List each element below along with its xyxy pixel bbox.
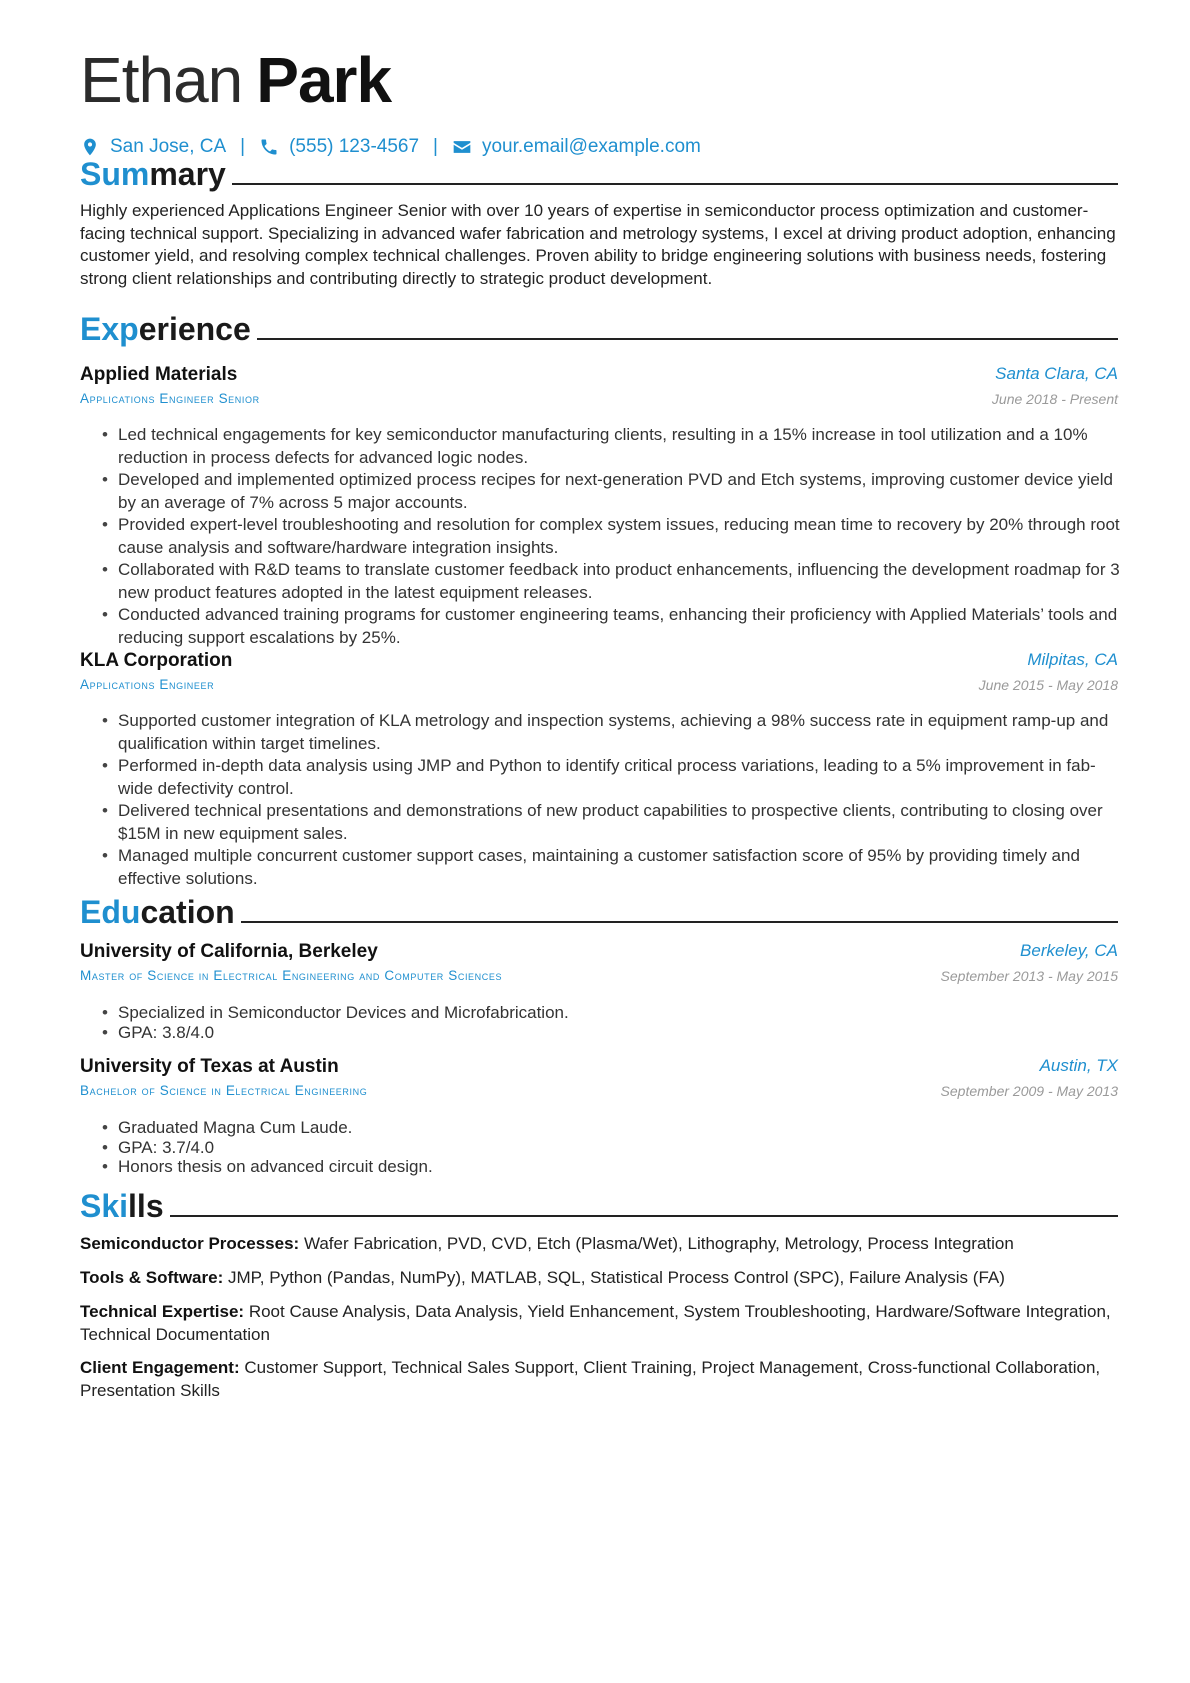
bullet-item: • Developed and implemented optimized process recipes for next-generation PVD and Etch systems, improving customer device yield by an average of 7% across 5 major accounts.	[80, 469, 1120, 514]
section-rule	[232, 183, 1118, 185]
education-dates: September 2009 - May 2013	[940, 1083, 1118, 1099]
skill-row	[80, 1267, 1120, 1290]
education-bullets	[80, 1118, 1120, 1177]
section-rule	[241, 921, 1118, 923]
experience-heading-rest: erience	[138, 311, 251, 347]
bullet-item: • GPA: 3.7/4.0	[80, 1138, 1120, 1158]
skill-label: Client Engagement:	[80, 1358, 240, 1377]
skill-value: JMP, Python (Pandas, NumPy), MATLAB, SQL, Statistical Process Control (SPC), Failure Analysis (FA)	[227, 1268, 1005, 1287]
degree-title: Bachelor of Science in Electrical Engineering	[80, 1083, 368, 1098]
bullet-item: • Performed in-depth data analysis using JMP and Python to identify critical process variations, leading to a 5% improvement in fab-wide defectivity control.	[80, 755, 1120, 800]
skills-heading	[80, 1186, 1118, 1226]
education-bullets	[80, 1003, 1120, 1042]
school-name: University of Texas at Austin	[80, 1056, 339, 1077]
contact-separator: |	[240, 136, 246, 157]
bullet-item: • Managed multiple concurrent customer support cases, maintaining a customer satisfaction score of 95% by providing timely and effective solutions.	[80, 845, 1120, 890]
job-location: Milpitas, CA	[1027, 650, 1118, 669]
school-location: Austin, TX	[1039, 1056, 1118, 1075]
experience-heading-highlight: Exp	[80, 311, 139, 347]
skills-heading-rest: lls	[128, 1188, 164, 1224]
skill-row	[80, 1357, 1120, 1402]
skill-row	[80, 1233, 1120, 1256]
location-text: San Jose, CA	[110, 136, 227, 157]
email-link[interactable]: your.email@example.com	[481, 136, 701, 157]
job-location: Santa Clara, CA	[995, 364, 1118, 383]
degree-title: Master of Science in Electrical Engineering and Computer Sciences	[80, 968, 503, 983]
education-dates: September 2013 - May 2015	[940, 968, 1118, 984]
experience-heading	[80, 309, 1118, 349]
first-name: Ethan	[80, 44, 243, 116]
job-dates: June 2018 - Present	[991, 391, 1118, 407]
section-rule	[257, 338, 1118, 340]
skills-heading-highlight: Ski	[80, 1188, 129, 1224]
job-dates: June 2015 - May 2018	[978, 677, 1118, 693]
skill-label: Tools & Software:	[80, 1268, 224, 1287]
job-entry-header	[80, 364, 1118, 410]
bullet-item: • Led technical engagements for key semiconductor manufacturing clients, resulting in a 15% increase in tool utilization and a 10% reduction in process defects for advanced logic nodes.	[80, 424, 1120, 469]
job-bullets	[80, 424, 1120, 649]
job-title: Applications Engineer Senior	[80, 391, 260, 406]
job-bullets	[80, 710, 1120, 890]
bullet-item: • Provided expert-level troubleshooting and resolution for complex system issues, reducing mean time to recovery by 20% through root cause analysis and software/hardware integration insights.	[80, 514, 1120, 559]
company-name: Applied Materials	[80, 364, 238, 385]
skill-row	[80, 1301, 1120, 1346]
contact-separator: |	[433, 136, 438, 157]
bullet-item: • GPA: 3.8/4.0	[80, 1023, 1120, 1043]
summary-heading-rest: mary	[149, 156, 226, 192]
candidate-name	[80, 40, 391, 120]
summary-heading-highlight: Sum	[80, 156, 150, 192]
bullet-item: • Delivered technical presentations and demonstrations of new product capabilities to prospective clients, contributing to closing over $15M in new equipment sales.	[80, 800, 1120, 845]
school-name: University of California, Berkeley	[80, 941, 378, 962]
bullet-item: • Conducted advanced training programs for customer engineering teams, enhancing their proficiency with Applied Materials’ tools and reducing support escalations by 25%.	[80, 604, 1120, 649]
skill-value: Wafer Fabrication, PVD, CVD, Etch (Plasma/Wet), Lithography, Metrology, Process Integration	[303, 1234, 1014, 1253]
phone-text: (555) 123-4567	[289, 136, 420, 157]
education-heading-highlight: Edu	[80, 894, 141, 930]
skill-value: Root Cause Analysis, Data Analysis, Yield Enhancement, System Troubleshooting, Hardware/Software Integration, Technical Documentation	[80, 1302, 1111, 1344]
company-name: KLA Corporation	[80, 650, 233, 671]
education-heading	[80, 892, 1118, 932]
bullet-item: • Specialized in Semiconductor Devices and Microfabrication.	[80, 1003, 1120, 1023]
bullet-item: • Supported customer integration of KLA metrology and inspection systems, achieving a 98% success rate in equipment ramp-up and qualification within target timelines.	[80, 710, 1120, 755]
education-entry-header	[80, 1056, 1118, 1102]
education-heading-rest: cation	[140, 894, 235, 930]
bullet-item: • Graduated Magna Cum Laude.	[80, 1118, 1120, 1138]
section-rule	[170, 1215, 1118, 1217]
school-location: Berkeley, CA	[1020, 941, 1118, 960]
summary-heading	[80, 154, 1118, 194]
job-entry-header	[80, 650, 1118, 696]
skill-label: Technical Expertise:	[80, 1302, 245, 1321]
summary-text: Highly experienced Applications Engineer Senior with over 10 years of expertise in semiconductor process optimization and customer-facing technical support. Specializing in advanced wafer fabrication and metrology systems, I excel at driving product adoption, enhancing customer yield, and resolving complex technical challenges. Proven ability to bridge engineering solutions with business needs, fostering strong client relationships and contributing directly to strategic product development.	[80, 201, 1116, 288]
last-name: Park	[256, 44, 392, 116]
skill-label: Semiconductor Processes:	[80, 1234, 300, 1253]
job-title: Applications Engineer	[80, 677, 215, 692]
bullet-item: • Collaborated with R&D teams to translate customer feedback into product enhancements, influencing the development roadmap for 3 new product features adopted in the latest equipment releases.	[80, 559, 1120, 604]
skill-value: Customer Support, Technical Sales Support, Client Training, Project Management, Cross-functional Collaboration, Presentation Skills	[80, 1358, 1101, 1400]
bullet-item: • Honors thesis on advanced circuit design.	[80, 1157, 1120, 1177]
education-entry-header	[80, 941, 1118, 987]
